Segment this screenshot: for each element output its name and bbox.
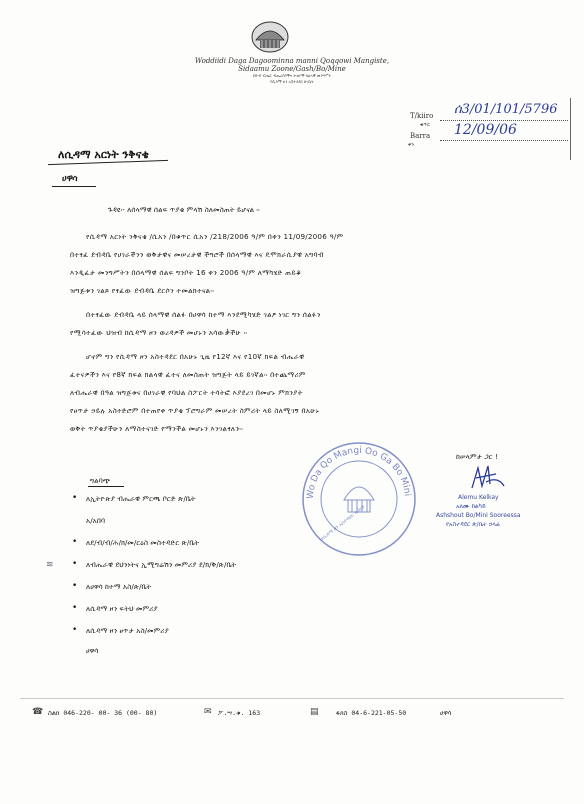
letterhead-line-1: Woddiidi Daga Dagoominna manni Qoqqowi Mangiste, — [194, 57, 390, 65]
fax-icon: ▤ — [310, 707, 319, 717]
letterhead-line-4: የሲዳማ ዞን አስተዳደር ጽ/ቤት — [270, 79, 314, 84]
cc-heading: ግልባጭ — [90, 476, 111, 485]
official-stamp — [300, 440, 418, 558]
footer-city: ሀዋሳ — [440, 709, 452, 717]
date-label-am: ቀን — [408, 142, 414, 148]
bullet-icon: • — [72, 559, 78, 569]
body-line-10: የፀጥታ ኃይሉ አስተድሮም በተጠየቀ ጥያቄ ፕሮግራም መሠረት ስምሪት ላይ ስለሚገኝ በአሁኑ — [70, 406, 320, 415]
cc-item-4: • ለሀዋሳ ከተማ አስ/ጽ/ቤት — [72, 581, 152, 591]
cc-last-sub: ሀዋሳ — [86, 646, 99, 655]
closing-text: ከሠላምታ ጋር ! — [456, 452, 498, 461]
body-line-4: ዝግጅቱን ገልጾ የፃፈው ደብዳቤ ደርሶን ተመልክተናል፡፡ — [70, 286, 215, 295]
cc-item-1-sub: አ/አበባ — [86, 516, 106, 525]
date-label: Barra — [410, 132, 431, 140]
signatory-name-en: Alemu Kelkay — [458, 494, 499, 501]
cc-item-1: • ለኢትዮጵያ ብሔራዊ ምርጫ ቦርድ ጽ/ቤት — [72, 493, 196, 503]
bullet-icon: • — [72, 581, 78, 591]
cc-item-6: • ለሲዳማ ዞን ፀጥታ አስ/መምሪያ — [72, 625, 169, 635]
stamp-inner-text: የሲዳማ ዞን አስተዳደር ጽ/ቤት — [319, 503, 367, 543]
body-line-2: በተፃፈ ደብዳቤ የሀገራችንን ወቅታዊና መሠረታዊ ችግሮች በሰላማዊ እና ዴሞክራሲያዊ አግባብ — [70, 250, 324, 259]
emblem-logo — [250, 20, 290, 54]
reference-block — [402, 98, 571, 160]
margin-mark-icon: ≋ — [46, 560, 54, 570]
mail-icon: ✉ — [204, 707, 212, 717]
recipient-city: ሀዋሳ — [62, 174, 78, 184]
body-line-11: ወቅት ጥያቄያችሁን ለማስተናገድ የማንችል መሆኑን እንገልፃለን፡፡ — [70, 424, 244, 433]
cc-item-3: • ለብሔራዊ ደህንነትና ኢሚግሬሽን መምሪያ ደ/ክ/ቅ/ጽ/ቤት — [72, 559, 237, 569]
date-value: 12/09/06 — [454, 122, 517, 138]
cc-heading-underline — [88, 486, 124, 487]
ref-underline — [440, 120, 568, 121]
bullet-icon: • — [72, 625, 78, 635]
body-line-3: እንዲፈታ መንግሥትን በሰላማዊ ሰልፍ ግንቦት 16 ቀን 2006 ዓ/ም ለማካሄድ ጠይቆ — [70, 268, 302, 277]
ref-label: T/kiiro — [410, 112, 434, 120]
footer-fax: ፋክስ 04-6-221-05-50 — [336, 709, 407, 717]
signatory-title-en: Ashshout Bo/Mini Sooreessa — [436, 512, 521, 519]
recipient-city-underline — [52, 186, 96, 187]
signature-mark — [468, 462, 508, 492]
date-underline — [440, 140, 568, 141]
ref-label-am: ቁጥር — [420, 122, 430, 128]
letterhead-line-2: Sidaamu Zoone/Gash/Bo/Mine — [238, 65, 346, 73]
phone-icon: ☎ — [32, 707, 44, 717]
bullet-icon: • — [72, 537, 78, 547]
footer-divider — [20, 698, 564, 699]
cc-item-5: • ለሲዳማ ዞን ፍትህ መምሪያ — [72, 603, 158, 613]
body-line-5: በተፃፈው ደብዳቤ ላይ ሰላማዊ ሰልፉ በሀዋሳ ከተማ እንደሚካሄድ ገልፆ ነገር ግን ሰልፉን — [86, 310, 321, 319]
subject-line: ጉዳዩ፡- ለሰላማዊ ሰልፍ ጥያቄ ምላሽ ስለመስጠት ይሆናል ፡፡ — [108, 205, 260, 214]
cc-item-2: • ለደ/ብ/ብ/ሕ/ክ/መ/ርዕስ መስተዳድር ጽ/ቤት — [72, 537, 200, 547]
ref-number: ሰ3/01/101/5796 — [454, 102, 558, 117]
body-line-9: ለብሔራዊ በዓል ዝግጅቱና በሀገራዊ የባህል ስፖርት ተሳትፎ እያደረገ በመሆኑ ምክንያት — [70, 388, 303, 397]
signatory-name-am: አለሙ ከልካይ — [456, 503, 486, 510]
recipient-name: ለሲዳማ አርነት ንቅናቄ — [58, 148, 149, 161]
bullet-icon: • — [72, 603, 78, 613]
signatory-title-am: የአስተዳደር ጽ/ቤት ኃላፊ — [446, 521, 501, 528]
body-line-1: የሲዳማ አርነት ንቅናቄ /ሲአን /በቁጥር ሲአን /218/2006 ዓ/ም በቀን 11/09/2006 ዓ/ም — [86, 232, 344, 241]
letterhead-line-3: ደቡብ ብሔር ብሔረሰቦችና ሕዝቦች ክልላዊ መንግሥት — [252, 73, 332, 78]
body-line-8: ፈተናዎችን እና የ8ኛ ክፍል ክልላዊ ፈተና ለመስጠት ዝግጅት ላይ ይገኛል፡፡ በተጨማሪም — [70, 370, 306, 379]
body-line-6: የሚሳተፈው ህዝብ ከሲዳማ ዞን ወረዳዎች መሆኑን አሳውቃችሁ ፡፡ — [70, 328, 248, 337]
footer-phone: ስልክ 046-220- 00- 36 (00- 80) — [48, 709, 158, 717]
stamp-ring-text: Wo Da Qo Mangi Oo Ga Bo Mini — [305, 445, 412, 500]
bullet-icon: • — [72, 493, 78, 503]
body-line-7: ሆኖም ግን የሲዳማ ዞን አስተዳደር በአሁኑ ጊዜ የ12ኛ እና የ10ኛ ክፍል ብሔራዊ — [86, 352, 305, 361]
footer-pobox: ፖ.ሣ.ቁ. 163 — [218, 709, 261, 717]
